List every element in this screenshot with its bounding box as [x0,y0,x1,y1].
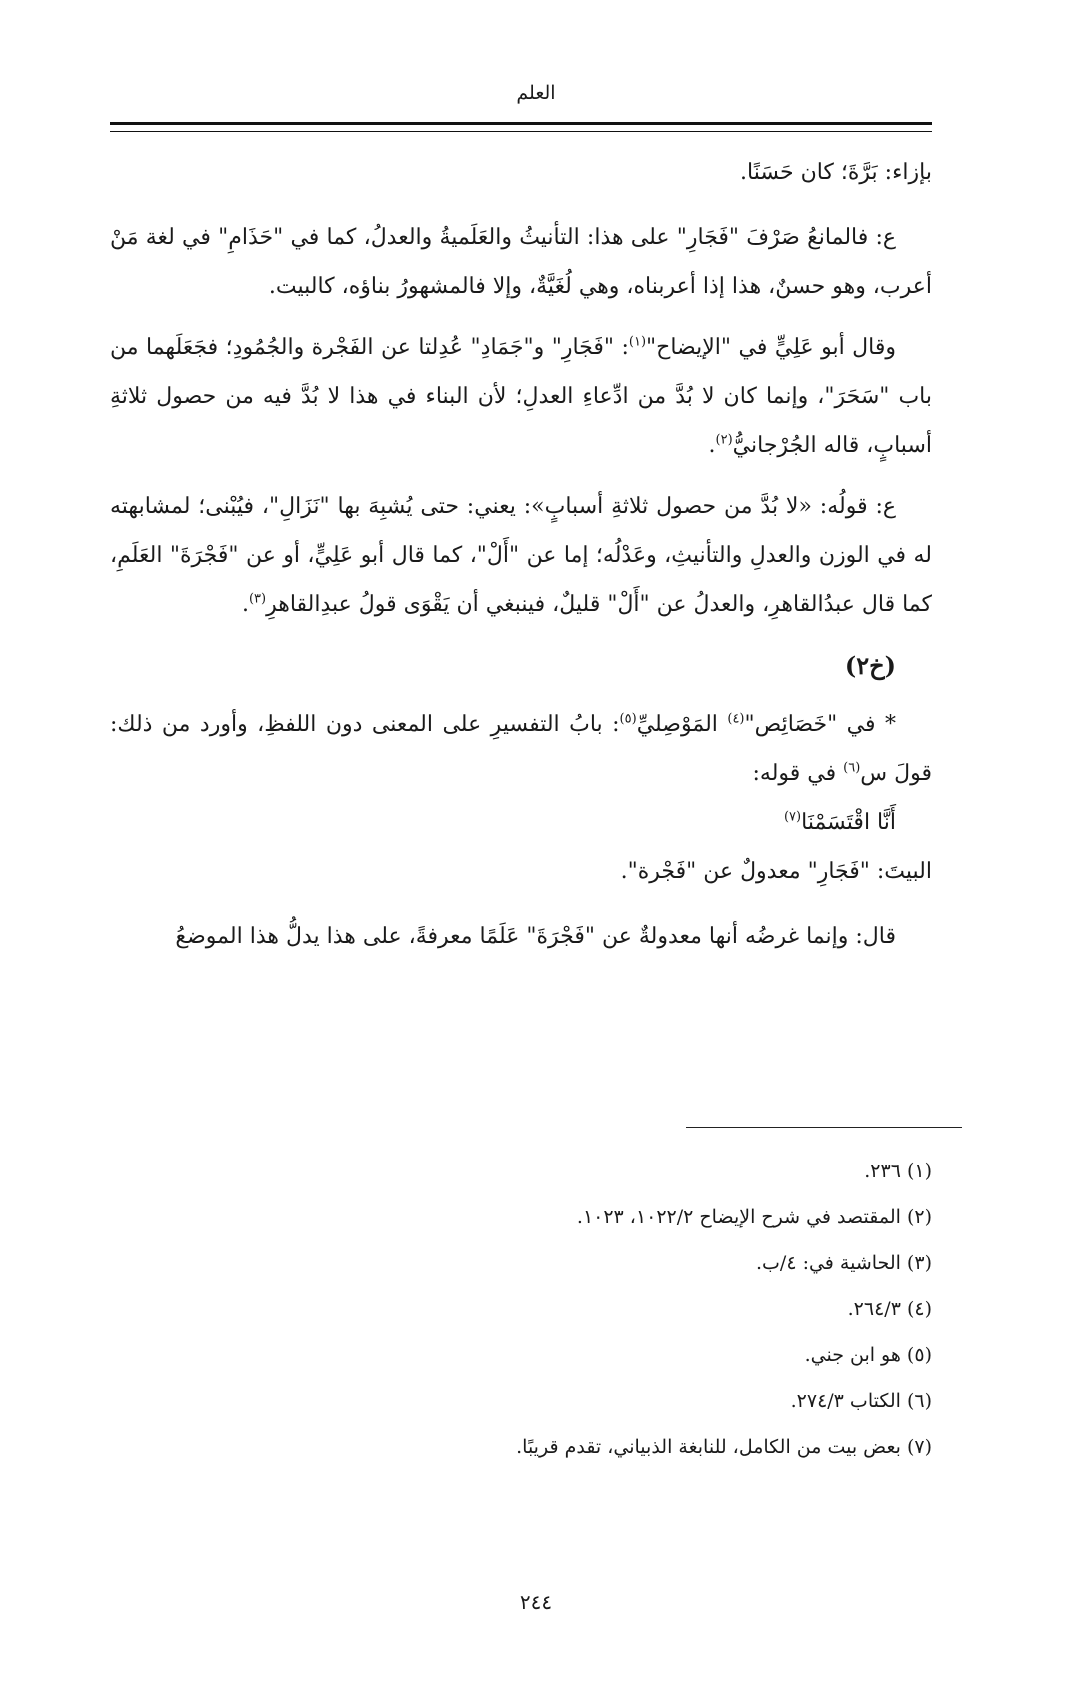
footnote-item: (٥) هو ابن جني. [804,1344,932,1366]
paragraph-4-part-c: . [241,592,249,617]
paragraph-2: ع: فالمانعُ صَرْفَ "فَجَارِ" على هذا: التأنيثُ والعَلَميةُ والعدلُ، كما في "حَذَامِ" في لغة مَنْ أعرب، وهو حسنٌ، هذا إذا أعربناه، وهي لُغَيَّةٌ، وإلا فالمشهورُ بناؤه، كالبيت. [110,225,932,299]
paragraph-3-part-c: . [708,433,716,458]
verse-text: أَنَّا اقْتَسَمْنَا [801,810,896,835]
footnote-ref-7: (٧) [783,809,802,825]
running-title: العلم [516,82,556,104]
paragraph-6: البيتَ: "فَجَارِ" معدولٌ عن "فَجْرة". [620,859,932,884]
header-rule-thick [110,122,932,125]
footnote-ref-4: (٤) [727,711,745,727]
paragraph-1: بإزاء: بَرَّةَ؛ كان حَسَنًا. [740,160,932,185]
footnote-ref-2: (٢) [715,432,733,448]
paragraph-3 [110,323,932,470]
footnote-item: (٦) الكتاب ٢٧٤/٣. [790,1390,932,1412]
paragraph-4 [110,482,932,629]
paragraph-5-part-a: * في "خَصَائِص" [744,712,896,737]
page-number: ٢٤٤ [519,1590,553,1614]
paragraph-4-part-a: ع: قولُه: «لا بُدَّ من حصول ثلاثةِ أسبابٍ»: يعني: حتى يُشبِهَ بها "نَزَالِ"، فيُبْنى؛ لمشابهته له في الوزن والعدلِ والتأنيثِ، وعَدْلُه؛ إما عن "أَلْ"، كما قال أبو عَلِيٍّ، أو عن "فَجْرَةَ" العَلَمِ، كما قال عبدُالقاهرِ، والعدلُ عن "أَلْ" قليلٌ، فينبغي أن يَقْوَى قولُ عبدِالقاهرِ [110,494,932,617]
verse-quote [110,798,932,847]
paragraph-5-part-b: المَوْصِليِّ [636,712,728,737]
paragraph-5 [110,700,932,798]
footnote-separator [686,1127,962,1128]
paragraph-3-part-b: : "فَجَارِ" و"جَمَادِ" عُدِلتا عن الفَجْرة والجُمُودِ؛ فجَعَلَهما من باب "سَحَرَ"، وإنما كان لا بُدَّ من ادِّعاءِ العدلِ؛ لأن البناء في هذا لا بُدَّ فيه من حصول ثلاثةِ أسبابٍ، قاله الجُرْجانيُّ [110,335,932,458]
section-heading: (خ٢) [844,651,896,680]
footnote-ref-1: (١) [628,334,647,350]
paragraph-5-part-d: في قوله: [752,761,844,786]
paragraph-3-part-a: وقال أبو عَلِيٍّ في "الإيضاح" [646,335,896,360]
paragraph-5-part-c: : بابُ التفسيرِ على المعنى دون اللفظِ، وأورد من ذلك: قولَ س [110,712,932,786]
main-text [110,148,932,973]
paragraph-7: قال: وإنما غرضُه أنها معدولةٌ عن "فَجْرَةَ" عَلَمًا معرفةً، على هذا يدلُّ هذا الموضعُ [175,924,896,949]
footnote-ref-6: (٦) [843,760,861,776]
footnote-item: (١) ٢٣٦. [864,1160,932,1182]
footnote-ref-3: (٣) [248,591,267,607]
footnotes-list [110,1148,932,1470]
footnote-item: (٤) ٢٦٤/٣. [847,1298,932,1320]
footnote-ref-5: (٥) [619,711,637,727]
footnote-item: (٢) المقتصد في شرح الإيضاح ١٠٢٢/٢، ١٠٢٣. [576,1206,932,1228]
header-rule-thin [110,131,932,132]
footnote-item: (٧) بعض بيت من الكامل، للنابغة الذبياني، تقدم قريبًا. [516,1436,932,1458]
footnote-item: (٣) الحاشية في: ٤/ب. [755,1252,932,1274]
